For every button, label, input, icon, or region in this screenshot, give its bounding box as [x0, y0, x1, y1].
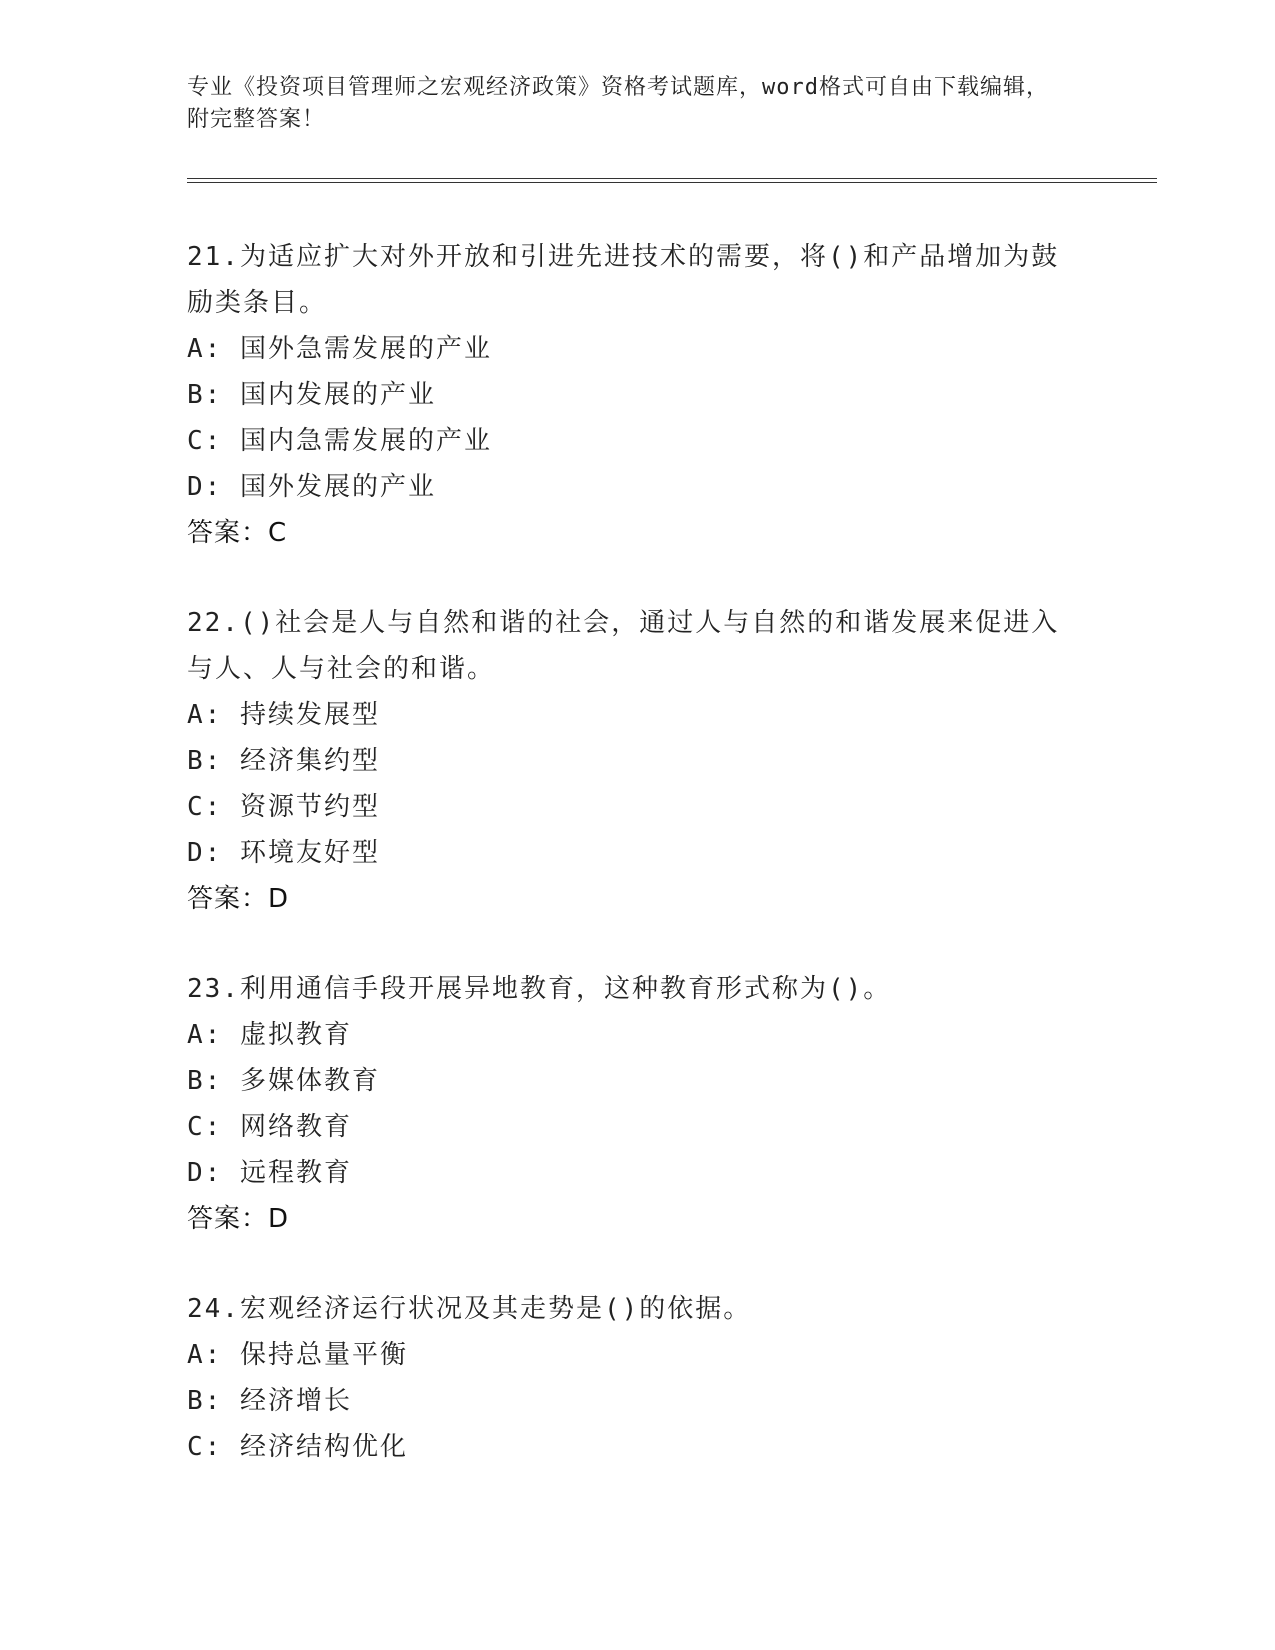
question-stem: 24.宏观经济运行状况及其走势是()的依据。 [187, 1294, 752, 1324]
document-intro: 专业《投资项目管理师之宏观经济政策》资格考试题库，word格式可自由下载编辑，附完整答案！ [187, 75, 1049, 132]
option-b: B: 多媒体教育 [187, 1066, 380, 1096]
option-c: C: 资源节约型 [187, 792, 380, 822]
question-list [187, 234, 1087, 1514]
answer-label: 答案： [187, 884, 269, 914]
option-a: A: 持续发展型 [187, 700, 380, 730]
option-c: C: 网络教育 [187, 1112, 352, 1142]
option-a: A: 虚拟教育 [187, 1020, 352, 1050]
answer-value: D [268, 1204, 289, 1234]
option-b: B: 经济集约型 [187, 746, 380, 776]
question-stem: 21.为适应扩大对外开放和引进先进技术的需要，将()和产品增加为鼓励类条目。 [187, 242, 1060, 318]
answer-line [187, 1196, 1087, 1242]
answer-label: 答案： [187, 1204, 269, 1234]
option-a: A: 保持总量平衡 [187, 1340, 408, 1370]
answer-label: 答案： [187, 518, 269, 548]
option-d: D: 环境友好型 [187, 838, 380, 868]
option-c: C: 国内急需发展的产业 [187, 426, 492, 456]
option-a: A: 国外急需发展的产业 [187, 334, 492, 364]
option-d: D: 远程教育 [187, 1158, 352, 1188]
question-22 [187, 600, 1087, 922]
question-stem: 23.利用通信手段开展异地教育，这种教育形式称为()。 [187, 974, 892, 1004]
question-24 [187, 1286, 1087, 1470]
question-23 [187, 966, 1087, 1242]
answer-value: C [268, 518, 287, 548]
question-stem: 22.()社会是人与自然和谐的社会，通过人与自然的和谐发展来促进入与人、人与社会的和谐。 [187, 608, 1060, 684]
question-21 [187, 234, 1087, 556]
option-c: C: 经济结构优化 [187, 1432, 408, 1462]
header-divider [187, 178, 1157, 183]
option-b: B: 经济增长 [187, 1386, 352, 1416]
answer-line [187, 876, 1087, 922]
answer-line [187, 510, 1087, 556]
option-b: B: 国内发展的产业 [187, 380, 436, 410]
answer-value: D [268, 884, 289, 914]
option-d: D: 国外发展的产业 [187, 472, 436, 502]
